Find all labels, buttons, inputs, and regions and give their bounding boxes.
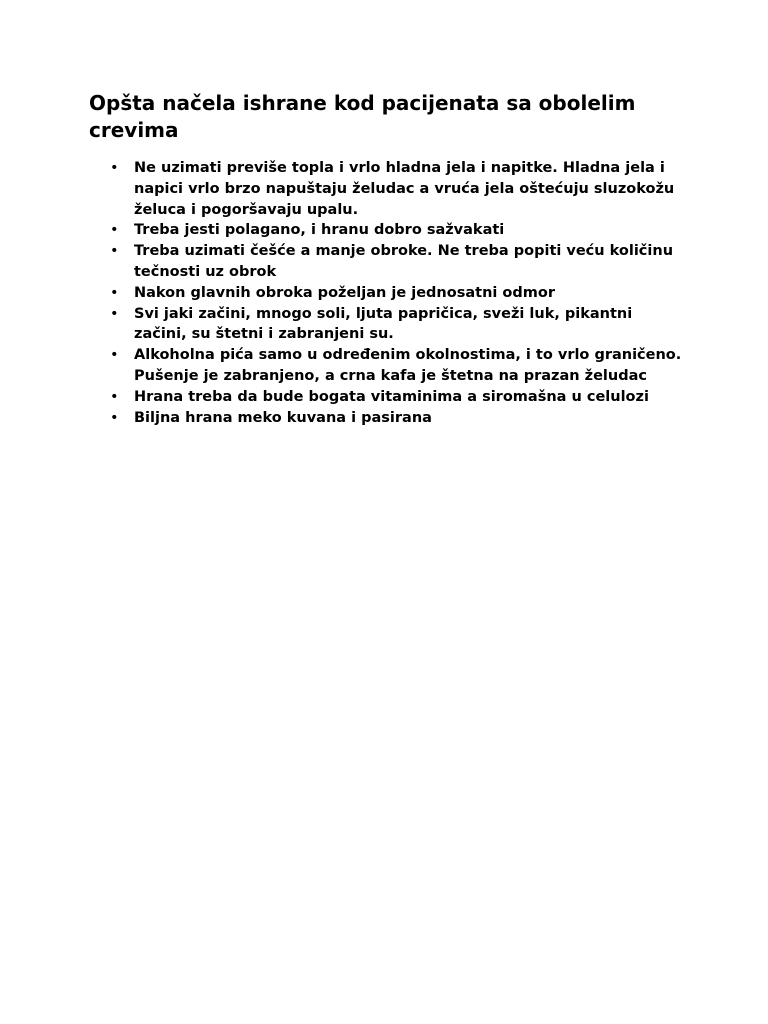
list-item-text: Treba jesti polagano, i hranu dobro sažvakati [134, 222, 505, 239]
list-item-text: Svi jaki začini, mnogo soli, ljuta papričica, sveži luk, pikantni začini, su štetni i zabranjeni su. [134, 305, 633, 343]
list-item-text: Hrana treba da bude bogata vitaminima a siromašna u celulozi [134, 388, 649, 405]
list-item-text: Treba uzimati češće a manje obroke. Ne treba popiti veću količinu tečnosti uz obrok [134, 243, 674, 280]
bullet-icon: • [110, 222, 119, 239]
list-item [89, 387, 689, 408]
bullet-icon: • [110, 347, 119, 364]
list-item [89, 241, 689, 283]
bullet-icon: • [110, 160, 119, 176]
bullet-list [89, 158, 689, 428]
list-item-text: Nakon glavnih obroka poželjan je jednosatni odmor [134, 284, 555, 301]
document-title: Opšta načela ishrane kod pacijenata sa obolelim crevima [89, 91, 636, 142]
bullet-icon: • [110, 284, 119, 301]
list-item [89, 408, 689, 429]
bullet-icon: • [110, 243, 119, 260]
bullet-icon: • [110, 305, 119, 322]
list-item-text: Alkoholna pića samo u određenim okolnostima, i to vrlo graničeno. Pušenje je zabranjeno, a crna kafa je štetna na prazan želudac [134, 347, 682, 384]
list-item [89, 158, 689, 220]
list-item [89, 220, 689, 241]
list-item-text: Ne uzimati previše topla i vrlo hladna jela i napitke. Hladna jela i napici vrlo brzo napuštaju želudac a vruća jela oštećuju sluzokožu želuca i pogoršavaju upalu. [134, 160, 675, 218]
list-item [89, 304, 689, 346]
bullet-icon: • [110, 409, 119, 426]
list-item-text: Biljna hrana meko kuvana i pasirana [134, 409, 432, 426]
list-item [89, 283, 689, 304]
bullet-icon: • [110, 388, 119, 405]
list-item [89, 345, 689, 387]
